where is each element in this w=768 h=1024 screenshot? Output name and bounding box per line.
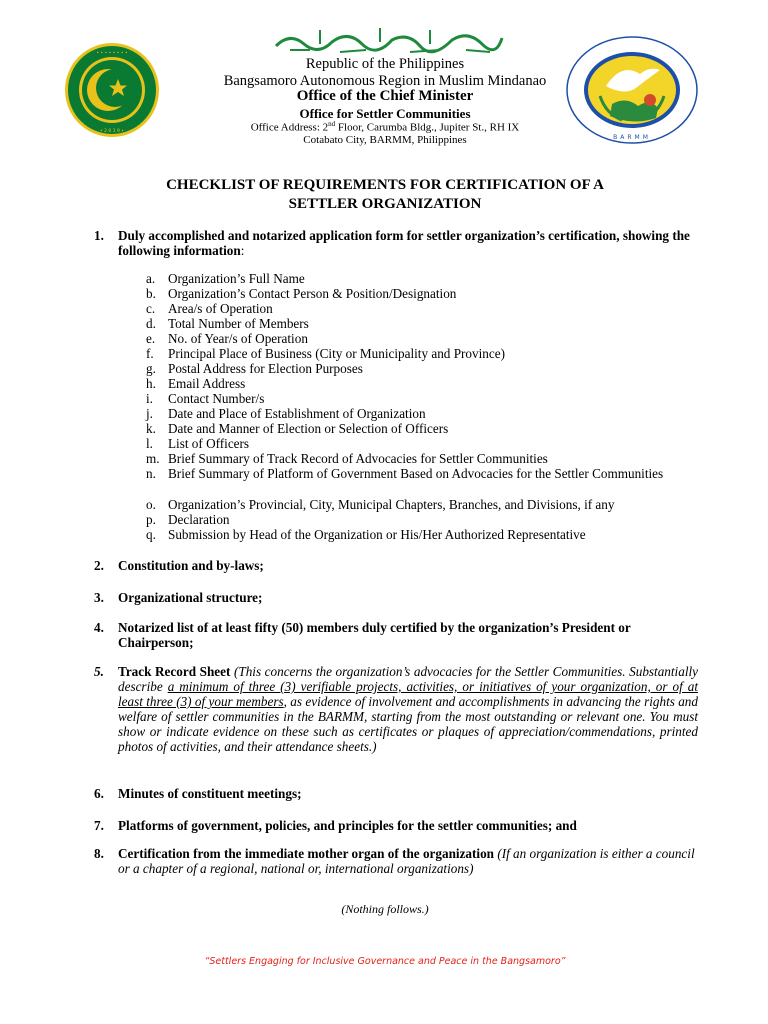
sub-item-letter: k. <box>146 421 156 436</box>
sub-item-letter: l. <box>146 436 153 451</box>
sub-item-text: Principal Place of Business (City or Municipality and Province) <box>168 346 505 361</box>
sub-item-text: Date and Manner of Election or Selection of Officers <box>168 421 449 436</box>
sub-item-letter: c. <box>146 301 156 316</box>
item-4-number: 4. <box>94 620 104 635</box>
sub-item-letter: d. <box>146 316 156 331</box>
sub-item-letter: p. <box>146 512 156 527</box>
item-4-text: Notarized list of at least fifty (50) members duly certified by the organization’s President or Chairperson; <box>118 620 631 650</box>
sub-item-text: Email Address <box>168 376 246 391</box>
header-address: Office Address: 2nd Floor, Carumba Bldg., Jupiter St., RH IX <box>250 120 520 134</box>
barmm-seal-logo <box>64 42 160 138</box>
bismillah-calligraphy <box>270 26 506 56</box>
item-3-number: 3. <box>94 590 104 605</box>
sub-item-letter: m. <box>146 451 160 466</box>
item-6-text: Minutes of constituent meetings; <box>118 786 302 801</box>
sub-item-text: List of Officers <box>168 436 250 451</box>
sub-item-letter: e. <box>146 331 156 346</box>
sub-item-letter: b. <box>146 286 156 301</box>
sub-item-text: Brief Summary of Platform of Government Based on Advocacies for the Settler Communities <box>168 466 664 481</box>
item-8-number: 8. <box>94 846 104 861</box>
sub-item-text: Area/s of Operation <box>168 301 273 316</box>
sub-item-text: Declaration <box>168 512 230 527</box>
sub-item-letter: o. <box>146 497 156 512</box>
item-3-text: Organizational structure; <box>118 590 263 605</box>
item-2-number: 2. <box>94 558 104 573</box>
header-republic: Republic of the Philippines <box>305 56 465 72</box>
sub-item-letter: i. <box>146 391 153 406</box>
item-8-text: Certification from the immediate mother organ of the organization (If an organization is either a council or a chapter of a regional, national or, international organizations) <box>118 846 695 876</box>
header-region: Bangsamoro Autonomous Region in Muslim Mindanao <box>223 73 547 89</box>
sub-item-text: Organization’s Contact Person & Position/Designation <box>168 286 457 301</box>
sub-item-letter: j. <box>146 406 153 421</box>
sub-item-letter: a. <box>146 271 156 286</box>
header-office: Office of the Chief Minister <box>296 88 474 104</box>
sub-item-letter: h. <box>146 376 156 391</box>
header-city: Cotabato City, BARMM, Philippines <box>303 134 467 146</box>
sub-item-text: Organization’s Provincial, City, Municipal Chapters, Branches, and Divisions, if any <box>168 497 615 512</box>
sub-item-text: Organization’s Full Name <box>168 271 305 286</box>
sub-item-text: Submission by Head of the Organization or His/Her Authorized Representative <box>168 527 586 542</box>
svg-text:• • • • • • • •: • • • • • • • • <box>96 51 128 56</box>
sub-item-text: Brief Summary of Track Record of Advocacies for Settler Communities <box>168 451 548 466</box>
sub-item-letter: n. <box>146 466 156 481</box>
header-sub-office: Office for Settler Communities <box>299 106 471 121</box>
sub-item-letter: f. <box>146 346 154 361</box>
item-5-number: 5. <box>94 664 104 679</box>
document-title: CHECKLIST OF REQUIREMENTS FOR CERTIFICATION OF A SETTLER ORGANIZATION <box>166 177 604 212</box>
item-5-text: Track Record Sheet (This concerns the organization’s advocacies for the Settler Communities. Substantially describe a minimum of three (3) verifiable projects, activities, or initiatives of your organization, or of at least three (3) of your members, as evidence of involvement and accomplishments in advancing the rights and welfare of settler communities in the BARMM, starting from the most outstanding or relevant one. You must show or indicate evidence on these such as certificates or plaques of appreciation/commendations, printed photos of activities, and their attendance sheets.) <box>118 664 698 754</box>
svg-text:BARMM: BARMM <box>613 134 651 141</box>
sub-item-letter: q. <box>146 527 156 542</box>
sub-item-text: No. of Year/s of Operation <box>168 331 308 346</box>
sub-item-letter: g. <box>146 361 156 376</box>
footer-slogan: “Settlers Engaging for Inclusive Governance and Peace in the Bangsamoro” <box>204 956 566 967</box>
item-1-text: Duly accomplished and notarized application form for settler organization’s certification, showing the following information: <box>118 228 690 258</box>
nothing-follows: (Nothing follows.) <box>341 902 429 916</box>
settler-communities-seal-logo <box>566 36 698 144</box>
item-1-number: 1. <box>94 228 104 243</box>
sub-item-text: Postal Address for Election Purposes <box>168 361 363 376</box>
sub-item-text: Total Number of Members <box>168 316 309 331</box>
item-7-text: Platforms of government, policies, and principles for the settler communities; and <box>118 818 577 833</box>
sub-item-text: Date and Place of Establishment of Organization <box>168 406 426 421</box>
item-6-number: 6. <box>94 786 104 801</box>
item-2-text: Constitution and by-laws; <box>118 558 264 573</box>
item-7-number: 7. <box>94 818 104 833</box>
svg-text:• 2 0 1 9 •: • 2 0 1 9 • <box>100 129 124 134</box>
sub-item-text: Contact Number/s <box>168 391 265 406</box>
